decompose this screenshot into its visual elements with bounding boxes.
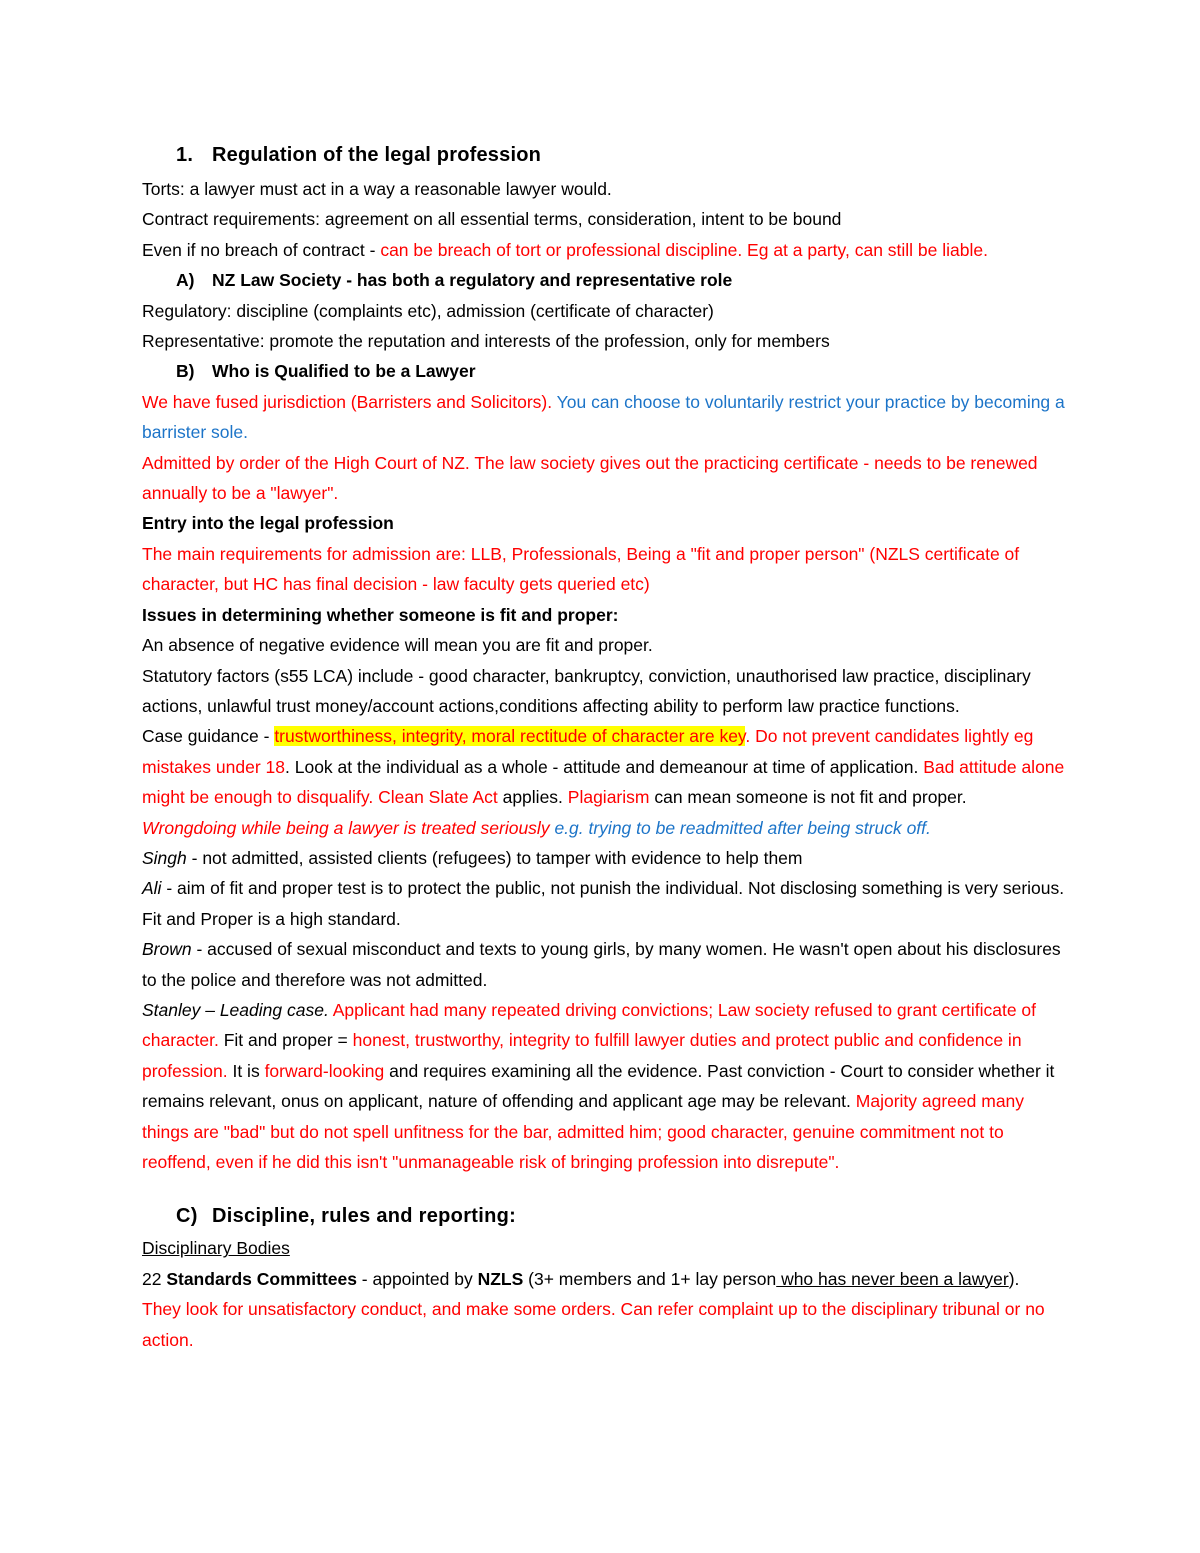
- paragraph-torts: Torts: a lawyer must act in a way a reasonable lawyer would.: [142, 179, 612, 199]
- entry-heading: Entry into the legal profession: [142, 513, 394, 534]
- paragraph-case-guidance: Case guidance - trustworthiness, integrity, moral rectitude of character are key. Do not prevent candidates lightly eg mistakes under 18. Look at the individual as a whole - attitude and demeanour at time of application. Bad attitude alone might be enough to disqualify. Clean Slate Act applies. Plagiarism can mean someone is not fit and proper.: [142, 726, 1065, 808]
- section-heading-1: 1. Regulation of the legal profession: [176, 144, 542, 166]
- subheading-c: C) Discipline, rules and reporting:: [176, 1205, 517, 1228]
- issues-heading: Issues in determining whether someone is fit and proper:: [142, 604, 619, 625]
- paragraph-requirements: The main requirements for admission are: LLB, Professionals, Being a "fit and proper person" (NZLS certificate of character, but HC has final decision - law faculty gets queried etc): [142, 543, 1020, 595]
- case-brown: Brown - accused of sexual misconduct and texts to young girls, by many women. He wasn't open about his disclosures to the police and therefore was not admitted.: [142, 939, 1061, 990]
- case-ali: Ali - aim of fit and proper test is to protect the public, not punish the individual. Not disclosing something is very serious. Fit and Proper is a high standard.: [142, 878, 1065, 929]
- highlighted-text: trustworthiness, integrity, moral rectitude of character are key: [274, 726, 746, 747]
- case-stanley: Stanley – Leading case. Applicant had many repeated driving convictions; Law society refused to grant certificate of character. Fit and proper = honest, trustworthy, integrity to fulfill lawyer duties and protect public and confidence in profession. It is forward-looking and requires examining all the evidence. Past conviction - Court to consider whether it remains relevant, onus on applicant, nature of offending and applicant age may be relevant. Majority agreed many things are "bad" but do not spell unfitness for the bar, admitted him; good character, genuine commitment not to reoffend, even if he did this isn't "unmanageable risk of bringing profession into disrepute".: [142, 999, 1055, 1172]
- paragraph-wrongdoing: Wrongdoing while being a lawyer is treated seriously e.g. trying to be readmitted after being struck off.: [142, 817, 931, 838]
- paragraph-regulatory: Regulatory: discipline (complaints etc), admission (certificate of character): [142, 300, 714, 321]
- paragraph-unsatisfactory-conduct: They look for unsatisfactory conduct, and make some orders. Can refer complaint up to the disciplinary tribunal or no action.: [142, 1299, 1045, 1350]
- case-singh: Singh - not admitted, assisted clients (refugees) to tamper with evidence to help them: [142, 847, 803, 868]
- paragraph-contract: Contract requirements: agreement on all essential terms, consideration, intent to be bound: [142, 209, 842, 230]
- paragraph-fused-jurisdiction: We have fused jurisdiction (Barristers and Solicitors). You can choose to voluntarily restrict your practice by becoming a barrister sole.: [142, 391, 1065, 443]
- document-body: [142, 140, 1067, 1355]
- disciplinary-bodies-heading: Disciplinary Bodies: [142, 1238, 290, 1259]
- subheading-b: B) Who is Qualified to be a Lawyer: [176, 361, 476, 382]
- paragraph-representative: Representative: promote the reputation and interests of the profession, only for members: [142, 331, 830, 352]
- paragraph-statutory: Statutory factors (s55 LCA) include - good character, bankruptcy, conviction, unauthorised law practice, disciplinary actions, unlawful trust money/account actions,conditions affecting ability to perform law practice functions.: [142, 665, 1031, 716]
- subheading-a: A) NZ Law Society - has both a regulatory and representative role: [176, 270, 733, 291]
- paragraph-absence: An absence of negative evidence will mean you are fit and proper.: [142, 635, 653, 656]
- paragraph-admitted: Admitted by order of the High Court of NZ. The law society gives out the practicing certificate - needs to be renewed annually to be a "lawyer".: [142, 452, 1038, 504]
- paragraph-standards-committees: 22 Standards Committees - appointed by NZLS (3+ members and 1+ lay person who has never been a lawyer).: [142, 1268, 1020, 1289]
- paragraph-breach: Even if no breach of contract - can be breach of tort or professional discipline. Eg at a party, can still be liable.: [142, 239, 988, 260]
